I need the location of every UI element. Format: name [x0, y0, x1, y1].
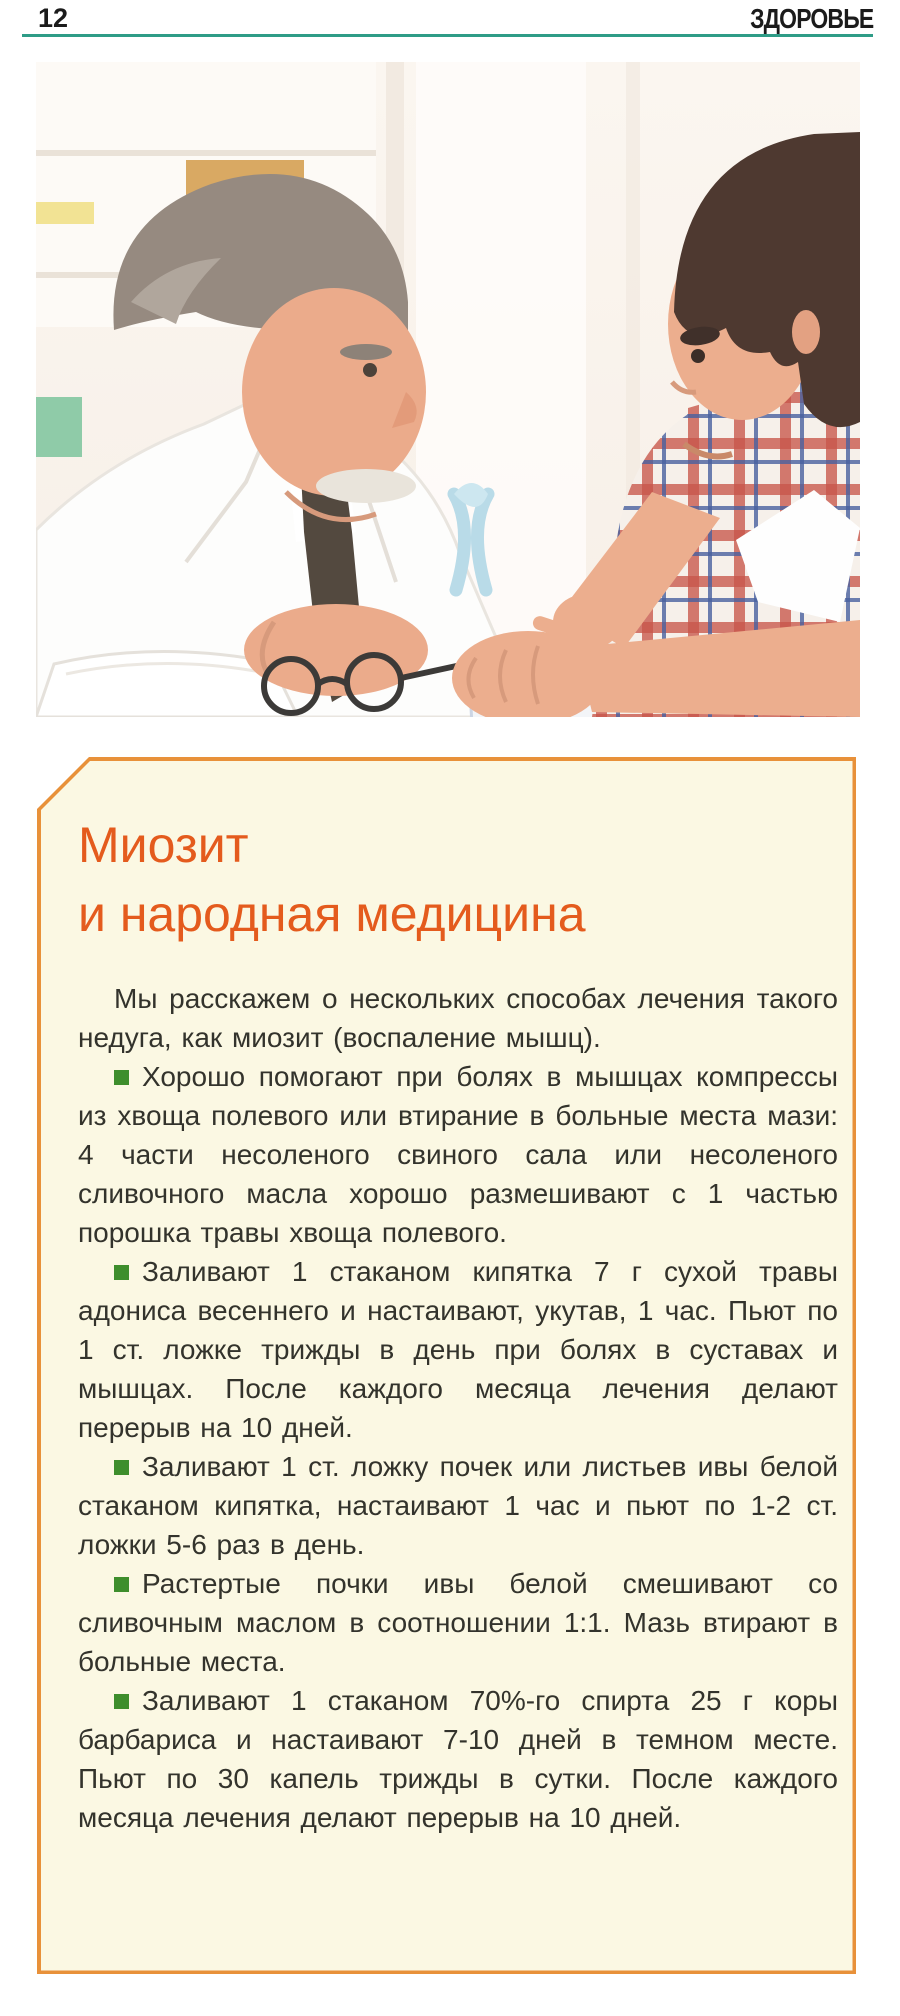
- tip-text: Заливают 1 стаканом 70%-го спирта 25 г коры барбариса и настаивают 7-10 дней в темном месте. Пьют по 30 капель трижды в сутки. После каждого месяца лечения делают перерыв на 10 дней.: [78, 1685, 838, 1833]
- tip-item: [78, 1447, 838, 1564]
- bullet-square-icon: [114, 1577, 129, 1592]
- article-intro: Мы расскажем о нескольких способах лечения такого недуга, как миозит (воспаление мышц).: [78, 983, 838, 1053]
- tip-item: [78, 1681, 838, 1837]
- tip-text: Заливают 1 ст. ложку почек или листьев ивы белой стаканом кипятка, настаивают 1 час и пьют по 1-2 ст. ложки 5-6 раз в день.: [78, 1451, 838, 1560]
- bullet-square-icon: [114, 1460, 129, 1475]
- bullet-square-icon: [114, 1265, 129, 1280]
- bullet-square-icon: [114, 1070, 129, 1085]
- tip-item: [78, 1564, 838, 1681]
- doctor-patient-consultation-photo: [36, 62, 860, 717]
- tip-text: Хорошо помогают при болях в мышцах компрессы из хвоща полевого или втирание в больные места мази: 4 части несоленого свиного сала или несоленого сливочного масла хорошо размешивают с 1 частью порошка травы хвоща полевого.: [78, 1061, 838, 1248]
- article-card: [37, 757, 856, 1974]
- page-number: 12: [38, 3, 69, 33]
- article-content: [37, 757, 856, 1974]
- article-title-line2: и народная медицина: [78, 886, 586, 942]
- tip-item: [78, 1057, 838, 1252]
- page-header: [38, 3, 873, 35]
- photo-illustration: [36, 62, 860, 717]
- tip-item: [78, 1252, 838, 1447]
- tip-text: Заливают 1 стаканом кипятка 7 г сухой травы адониса весеннего и настаивают, укутав, 1 час. Пьют по 1 ст. ложке трижды в день при болях в суставах и мышцах. После каждого месяца лечения делают перерыв на 10 дней.: [78, 1256, 838, 1443]
- tip-text: Растертые почки ивы белой смешивают со сливочным маслом в соотношении 1:1. Мазь втирают в больные места.: [78, 1568, 838, 1677]
- article-title-line1: Миозит: [78, 817, 249, 873]
- header-rule: [22, 34, 873, 37]
- bullet-square-icon: [114, 1694, 129, 1709]
- section-title: ЗДОРОВЬЕ: [749, 3, 873, 34]
- article-title: [78, 811, 838, 949]
